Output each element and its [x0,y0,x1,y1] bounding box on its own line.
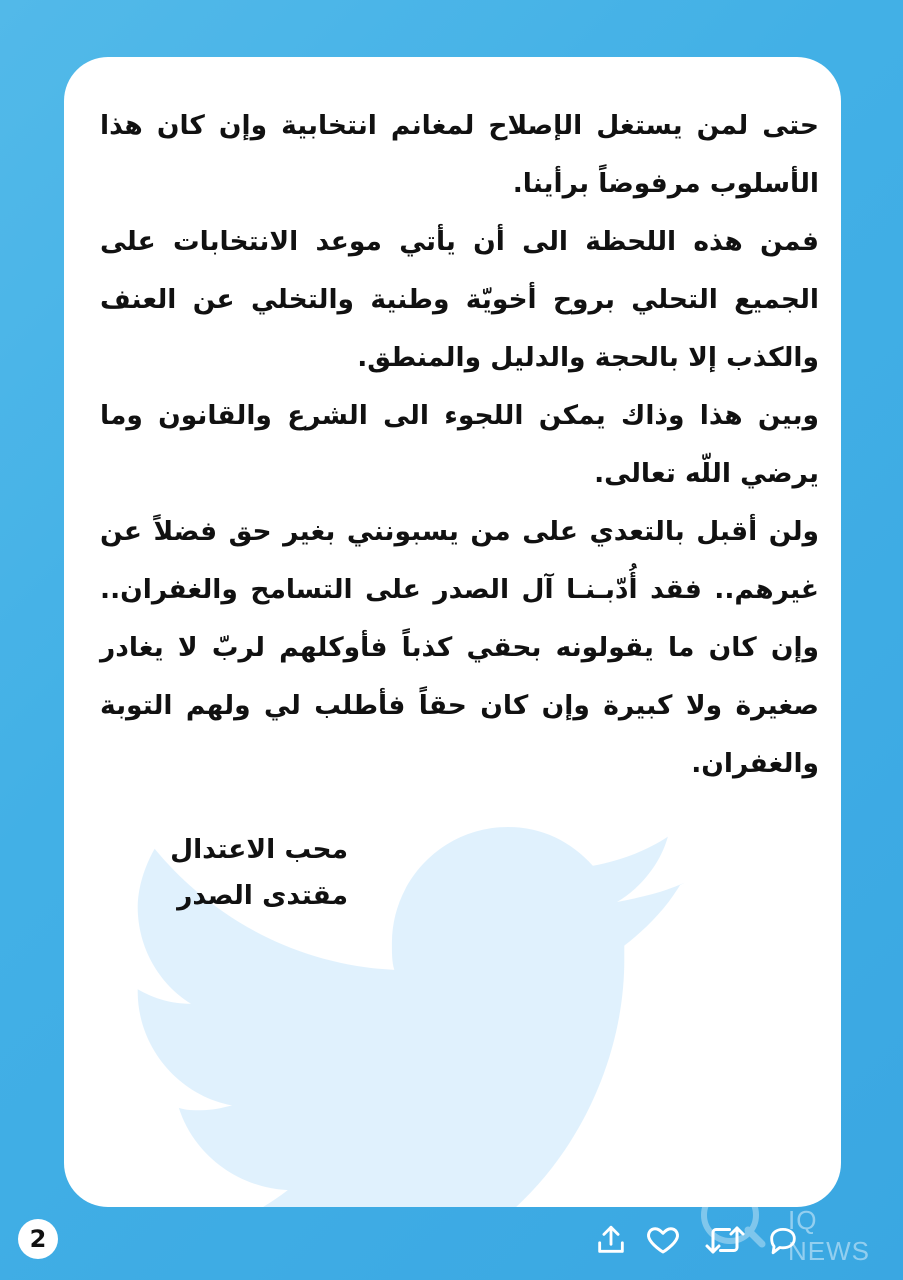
reply-button[interactable] [761,1218,805,1262]
paragraph-4: ولن أقبل بالتعدي على من يسبونني بغير حق فضلاً عن غيرهم.. فقد أُدّبـنـا آل الصدر على التسامح والغفران.. وإن كان ما يقولونه بحقي كذباً فأوكلهم لربّ لا يغادر صغيرة ولا كبيرة وإن كان حقاً فأطلب لي ولهم التوبة والغفران. [100,516,819,779]
heart-icon [645,1222,681,1258]
retweet-icon [704,1222,746,1258]
paragraph-3: وبين هذا وذاك يمكن اللجوء الى الشرع والقانون وما يرضي اللّه تعالى. [100,400,819,489]
post-card [64,57,841,1207]
tweet-actions-bar [585,1218,805,1262]
like-button[interactable] [641,1218,685,1262]
signature-title: محب الاعتدال [170,834,348,865]
page-number-badge: 2 [18,1219,58,1259]
reply-icon [766,1223,800,1257]
paragraph-2: فمن هذه اللحظة الى أن يأتي موعد الانتخابات على الجميع التحلي بروح أخويّة وطنية والتخلي عن العنف والكذب إلا بالحجة والدليل والمنطق. [100,226,819,373]
retweet-button[interactable] [703,1218,747,1262]
share-button[interactable] [589,1218,633,1262]
paragraph-1: حتى لمن يستغل الإصلاح لمغانم انتخابية وإن كان هذا الأسلوب مرفوضاً برأينا. [100,110,819,199]
news-watermark-text: IQ NEWS [788,1205,870,1266]
share-icon [594,1223,628,1257]
signature-name: مقتدى الصدر [177,880,348,911]
post-body [100,97,819,793]
